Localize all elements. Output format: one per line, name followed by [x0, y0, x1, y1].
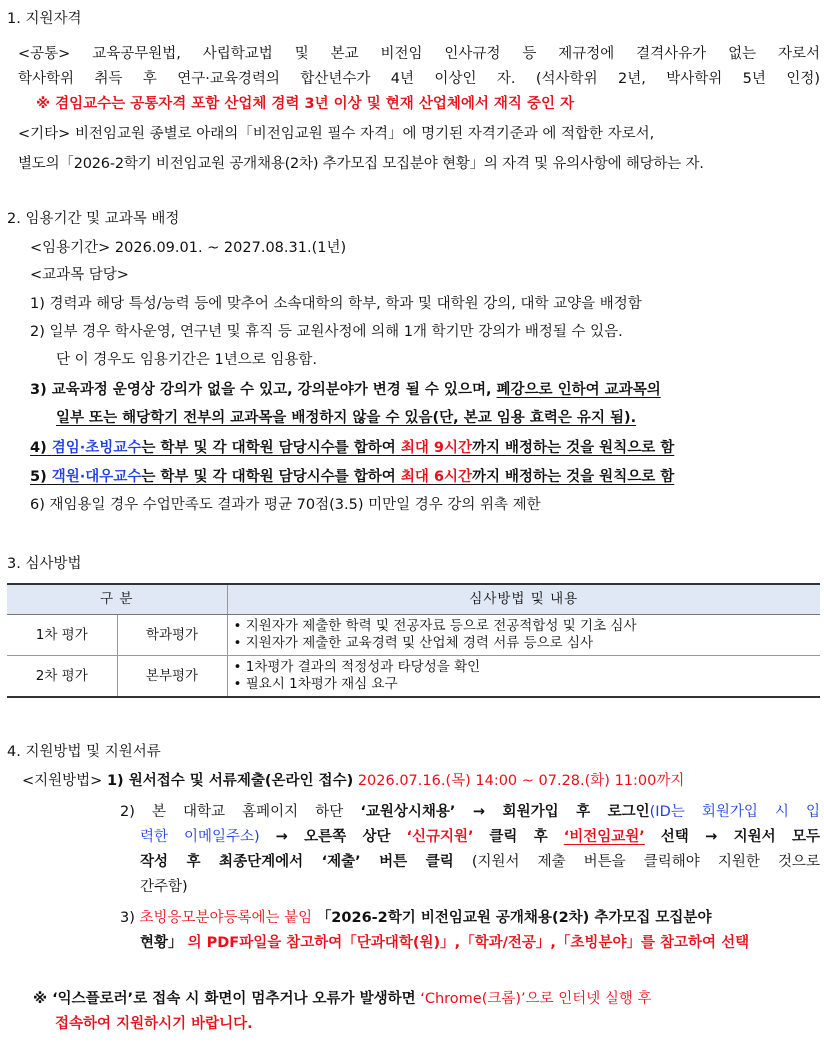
assignment-item-2b: 단 이 경우도 임용기간은 1년으로 임용함. — [56, 352, 317, 368]
row-1-line-2: • 지원자가 제출한 교육경력 및 산업체 경력 서류 등으로 심사 — [233, 635, 594, 651]
assignment-item-2a: 2) 일부 경우 학사운영, 연구년 및 휴직 등 교원사정에 의해 1개 학기만 강의가 배정될 수 있음. — [30, 324, 623, 340]
step-2-text-b: ‘교원상시채용’ → 회원가입 후 로그인 — [360, 804, 650, 820]
step-2-non-tenure: ‘비전임교원’ — [563, 829, 645, 845]
item-5-end-text: 까지 배정하는 것을 원칙으로 함 — [471, 469, 675, 485]
other-qualification-line-2: 별도의「2026-2학기 비전임교원 공개채용(2차) 추가모집 모집분야 현황」의 자격 및 유의사항에 해당하는 자. — [18, 156, 704, 172]
row-1-type: 학과평가 — [117, 615, 227, 656]
step-2-text-f: 선택 → 지원서 모두 — [660, 829, 821, 845]
item-5-middle-text: 는 학부 및 각 대학원 담당시수를 합하여 — [141, 469, 396, 485]
step-2-new-apply: ‘신규지원’ — [406, 829, 474, 845]
section-1-heading: 1. 지원자격 — [7, 11, 82, 27]
assignment-item-5 — [30, 466, 674, 488]
application-step-1 — [22, 770, 684, 792]
row-2-line-1: • 1차평가 결과의 적정성과 타당성을 확인 — [233, 659, 481, 675]
row-1-content — [227, 615, 820, 656]
assignment-item-3a — [30, 379, 661, 401]
step-3-status-text: 현황」 — [140, 935, 183, 951]
header-category: 구 분 — [7, 584, 227, 615]
application-step-2-line-4: 간주함) — [140, 879, 188, 895]
assignment-item-4 — [30, 437, 674, 459]
application-step-3-line-2 — [140, 932, 749, 954]
browser-notice-chrome: ‘Chrome(크롬)’으로 인터넷 실행 후 — [420, 991, 652, 1007]
item-3-number: 3) — [30, 382, 47, 398]
item-3-bold-text: 교육과정 운영상 강의가 없을 수 있고, 강의분야가 변경 될 수 있으며, — [51, 382, 492, 398]
step-2-text-h: (지원서 제출 버튼을 클릭해야 지원한 것으로 — [471, 854, 820, 870]
row-2-type: 본부평가 — [117, 656, 227, 698]
assignment-item-1: 1) 경력과 해당 특성/능력 등에 맞추어 소속대학의 학부, 학과 및 대학원 강의, 대학 교양을 배정함 — [30, 296, 642, 312]
other-label: <기타> — [18, 126, 71, 142]
item-4-end-text: 까지 배정하는 것을 원칙으로 함 — [471, 440, 675, 456]
step-3-red-text: 초빙응모분야등록에는 붙임 — [139, 910, 313, 926]
common-qualification-line-2: 학사학위 취득 후 연구·교육경력의 합산년수가 4년 이상인 자. (석사학위 2년, 박사학위 5년 인정) — [18, 71, 820, 87]
item-3-underlined-text: 폐강으로 인하여 교과목의 — [496, 382, 661, 398]
browser-notice-text: ※ ‘익스플로러’로 접속 시 화면이 멈추거나 오류가 발생하면 — [33, 991, 416, 1007]
step-1-bold-text: 1) 원서접수 및 서류제출(온라인 접수) — [106, 773, 354, 789]
header-method: 심사방법 및 내용 — [227, 584, 820, 615]
row-2-stage: 2차 평가 — [7, 656, 117, 698]
item-4-middle-text: 는 학부 및 각 대학원 담당시수를 합하여 — [141, 440, 396, 456]
step-3-instructions: 의 PDF파일을 참고하여「단과대학(원)」,「학과/전공」,「초빙분야」를 참고하여 선택 — [187, 935, 750, 951]
item-5-professor-type: 객원·대우교수 — [51, 469, 142, 485]
browser-notice-line-2: 접속하여 지원하시기 바랍니다. — [55, 1016, 253, 1032]
review-method-table — [7, 583, 820, 698]
common-qualification-line-1 — [18, 43, 820, 65]
browser-notice-line-1 — [33, 988, 652, 1010]
item-5-max-hours: 최대 6시간 — [400, 469, 472, 485]
step-1-deadline: 2026.07.16.(목) 14:00 ~ 07.28.(화) 11:00까지 — [357, 773, 685, 789]
step-3-attachment-title: 「2026-2학기 비전임교원 공개채용(2차) 추가모집 모집분야 — [316, 910, 712, 926]
step-2-text-e: 클릭 후 — [489, 829, 548, 845]
common-text-1: 교육공무원법, 사립학교법 및 본교 비전임 인사규정 등 제규정에 결격사유가 없는 자로서 — [92, 46, 821, 62]
step-3-number: 3) — [120, 910, 135, 926]
application-step-3-line-1 — [120, 907, 711, 929]
item-4-number: 4) — [30, 440, 47, 456]
application-step-2-line-2 — [140, 826, 820, 848]
item-4-max-hours: 최대 9시간 — [400, 440, 472, 456]
section-4-heading: 4. 지원방법 및 지원서류 — [7, 744, 161, 760]
step-2-email-note: 력한 이메일주소) — [140, 829, 260, 845]
other-text-1: 비전임교원 종별로 아래의「비전임교원 필수 자격」에 명기된 자격기준과 에 적합한 자로서, — [74, 126, 655, 142]
application-step-2-line-1 — [120, 801, 820, 823]
row-1-stage: 1차 평가 — [7, 615, 117, 656]
method-label: <지원방법> — [22, 773, 103, 789]
table-row — [7, 615, 820, 656]
application-step-2-line-3 — [140, 851, 820, 873]
step-2-text-a: 2) 본 대학교 홈페이지 하단 — [120, 804, 344, 820]
section-2-heading: 2. 임용기간 및 교과목 배정 — [7, 211, 180, 227]
table-row — [7, 656, 820, 698]
adjunct-professor-note: ※ 겸임교수는 공통자격 포함 산업체 경력 3년 이상 및 현재 산업체에서 재직 중인 자 — [36, 96, 575, 112]
row-1-line-1: • 지원자가 제출한 학력 및 전공자료 등으로 전공적합성 및 기초 심사 — [233, 618, 637, 634]
item-4-professor-type: 겸임·초빙교수 — [51, 440, 142, 456]
step-2-text-c: (ID는 회원가입 시 입 — [649, 804, 821, 820]
assignment-item-6: 6) 재임용일 경우 수업만족도 결과가 평균 70점(3.5) 미만일 경우 강의 위촉 제한 — [30, 497, 541, 513]
step-2-text-d: → 오른쪽 상단 — [275, 829, 391, 845]
row-2-content — [227, 656, 820, 698]
table-header-row — [7, 584, 820, 615]
assignment-item-3b: 일부 또는 해당학기 전부의 교과목을 배정하지 않을 수 있음(단, 본교 임용 효력은 유지 됨). — [56, 410, 637, 426]
other-qualification-line-1 — [18, 123, 654, 145]
item-5-number: 5) — [30, 469, 47, 485]
row-2-line-2: • 필요시 1차평가 재심 요구 — [233, 676, 398, 692]
section-3-heading: 3. 심사방법 — [7, 556, 82, 572]
appointment-period: <임용기간> 2026.09.01. ~ 2027.08.31.(1년) — [30, 240, 347, 256]
common-label: <공통> — [18, 46, 71, 62]
step-2-text-g: 작성 후 최종단계에서 ‘제출’ 버튼 클릭 — [140, 854, 454, 870]
subject-assignment-label: <교과목 담당> — [30, 267, 129, 283]
